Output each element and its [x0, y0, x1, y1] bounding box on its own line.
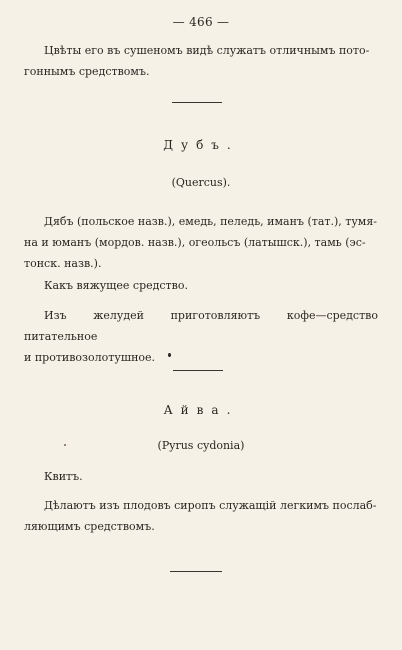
oak-acorns-line-2: и противозолотушное. — [24, 351, 156, 364]
quince-paragraph-name — [24, 466, 378, 487]
section-divider-1 — [172, 102, 222, 103]
intro-line-2: гоннымъ средствомъ. — [24, 65, 150, 78]
oak-names-line-1: Дябъ (польское назв.), емедь, пеледь, иманъ (тат.), тумя- — [44, 215, 378, 228]
ink-spot — [168, 353, 171, 357]
page-number: — 466 — — [172, 15, 230, 29]
intro-paragraph — [24, 40, 378, 82]
quince-paragraph-syrup — [24, 495, 378, 537]
entry-title-quince: Айва. — [163, 403, 239, 417]
oak-paragraph-names — [24, 211, 378, 274]
oak-names-line-3: тонск. назв.). — [24, 257, 102, 270]
entry-latin-quince: (Pyrus cydonia) — [157, 439, 245, 452]
entry-latin-oak: (Quercus). — [171, 176, 231, 189]
section-divider-2 — [173, 370, 223, 371]
quince-name-line-1: Квитъ. — [44, 470, 83, 483]
quince-syrup-line-1: Дѣлаютъ изъ плодовъ сиропъ служащій легкимъ послаб- — [44, 499, 377, 512]
section-divider-3 — [170, 571, 222, 572]
oak-paragraph-use — [24, 275, 378, 296]
quince-syrup-line-2: ляющимъ средствомъ. — [24, 520, 155, 533]
oak-names-line-2: на и юманъ (мордов. назв.), огеольсъ (латышск.), тамь (эс- — [24, 236, 366, 249]
oak-use-line-1: Какъ вяжущее средство. — [44, 279, 188, 292]
oak-paragraph-acorns — [24, 305, 378, 368]
oak-acorns-line-1: Изъ желудей приготовляютъ кофе—средство питательное — [24, 309, 378, 343]
entry-title-oak: Дубъ. — [163, 138, 239, 152]
intro-line-1: Цвѣты его въ сушеномъ видѣ служатъ отличнымъ пото- — [44, 44, 370, 57]
